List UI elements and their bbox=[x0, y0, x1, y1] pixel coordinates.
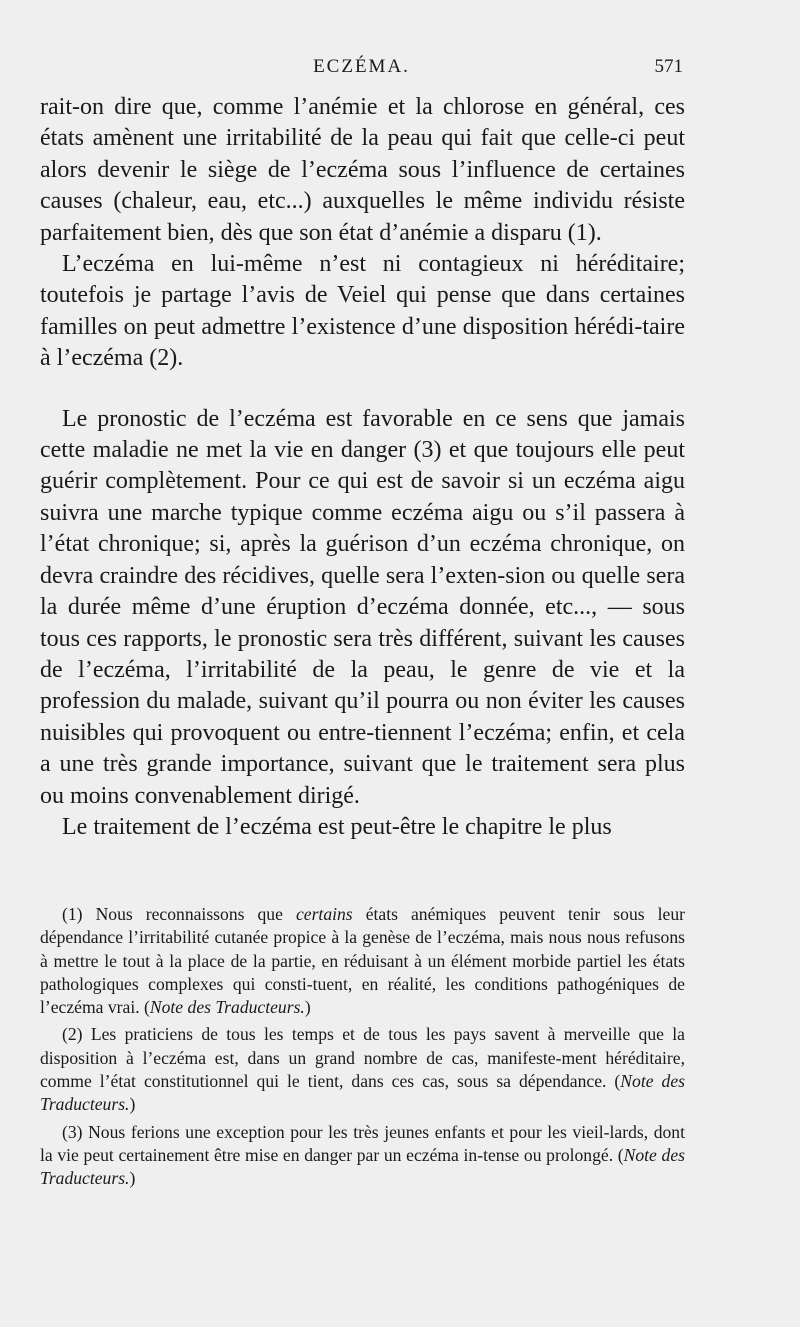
footnote-2 bbox=[40, 1023, 685, 1116]
footnote-1-text-cont: états anémiques peuvent tenir sous leur dépendance l’irritabilité cutanée propice à la genèse de l’eczéma, mais nous nous refusons à mettre le tout à la place de la partie, en réduisant à un élément morbide partiel les états pathologiques complexes qui consti-tuent, en réalité, les conditions pathogéniques de l’eczéma vrai. ( bbox=[40, 904, 685, 1018]
footnotes bbox=[40, 903, 685, 1191]
paragraph-treatment: Le traitement de l’eczéma est peut-être le chapitre le plus bbox=[62, 813, 612, 840]
running-title: ECZÉMA. bbox=[313, 56, 410, 77]
main-text bbox=[40, 92, 685, 843]
footnote-2-text: (2) Les praticiens de tous les temps et de tous les pays savent à merveille que la disposition à l’eczéma est, dans un grand nombre de cas, manifeste-ment héréditaire, comme l’état constitutionnel qui le tient, dans ces cas, sous sa dépendance. ( bbox=[40, 1024, 685, 1092]
footnote-1 bbox=[40, 903, 685, 1019]
paragraph-prognosis: Le pronostic de l’eczéma est favorable en ce sens que jamais cette maladie ne met la vie en danger (3) et que toujours elle peut guérir complètement. Pour ce qui est de savoir si un eczéma aigu suivra une marche typique comme eczéma aigu ou s’il passera à l’état chronique; si, après la guérison d’un eczéma chronique, on devra craindre des récidives, quelle sera l’exten-sion ou quelle sera la durée même d’une éruption d’eczéma donnée, etc..., — sous tous ces rapports, le pronostic sera très différent, suivant les causes de l’eczéma, l’irritabilité de la peau, le genre de vie et la profession du malade, suivant qu’il pourra ou non éviter les causes nuisibles qui provoquent ou entre-tiennent l’eczéma; enfin, et cela a une très grande importance, suivant que le traitement sera plus ou moins convenablement dirigé. bbox=[40, 405, 685, 809]
footnote-1-close: ) bbox=[304, 997, 311, 1018]
page-header bbox=[40, 56, 683, 86]
footnote-3-close: ) bbox=[129, 1168, 136, 1189]
footnote-3 bbox=[40, 1121, 685, 1191]
footnote-1-emphasis: certains bbox=[295, 904, 353, 924]
footnote-2-translator-note: Note des Traducteurs. bbox=[40, 1071, 685, 1115]
paragraph-contagion: L’eczéma en lui-même n’est ni contagieux ni héréditaire; toutefois je partage l’avis de Veiel qui pense que dans certaines familles on peut admettre l’existence d’une disposition hérédi-taire à l’eczéma (2). bbox=[40, 251, 685, 372]
paragraph-anemia-continuation: rait-on dire que, comme l’anémie et la chlorose en général, ces états amènent une irritabilité de la peau qui fait que celle-ci peut alors devenir le siège de l’eczéma sous l’influence de certaines causes (chaleur, eau, etc...) auxquelles le même individu résiste parfaitement bien, dès que son état d’anémie a disparu (1). bbox=[40, 94, 685, 246]
page-number: 571 bbox=[654, 56, 683, 77]
footnote-2-close: ) bbox=[129, 1094, 136, 1115]
footnote-3-text: (3) Nous ferions une exception pour les très jeunes enfants et pour les vieil-lards, dont la vie peut certainement être mise en danger par un eczéma in-tense ou prolongé. ( bbox=[40, 1121, 685, 1165]
footnote-1-text: (1) Nous reconnaissons que bbox=[62, 904, 296, 924]
footnote-1-translator-note: Note des Traducteurs. bbox=[149, 997, 305, 1018]
footnote-3-translator-note: Note des Traducteurs. bbox=[40, 1144, 685, 1189]
